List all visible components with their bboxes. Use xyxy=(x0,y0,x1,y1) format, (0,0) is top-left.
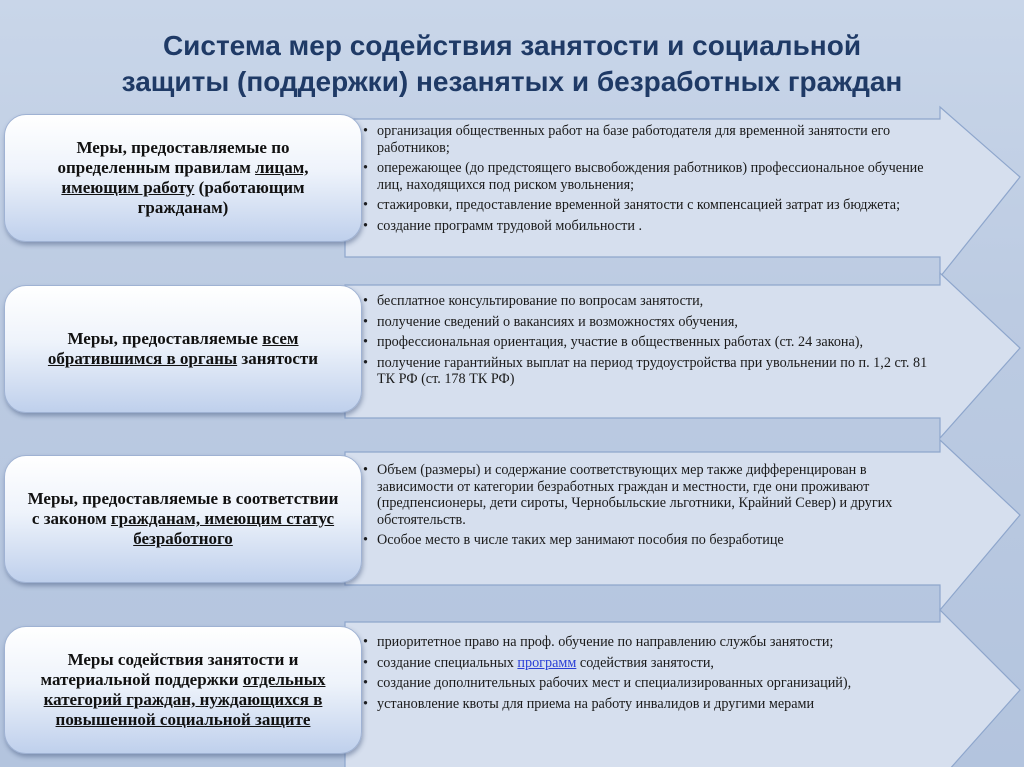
bullet-item: • установление квоты для приема на работу инвалидов и другими мерами xyxy=(363,696,945,713)
box-text-underlined: лицам, имеющим работу xyxy=(61,158,309,197)
box-text-part: Меры, предоставляемые по определенным правилам xyxy=(57,138,290,177)
bullet-list-3 xyxy=(363,462,945,553)
box-text-part: Меры, предоставляемые xyxy=(67,329,263,348)
bullet-item: • получение гарантийных выплат на период трудоустройства при увольнении по п. 1,2 ст. 81 ТК РФ (ст. 178 ТК РФ) xyxy=(363,355,945,388)
category-box-text xyxy=(27,329,339,369)
programs-link[interactable]: программ xyxy=(517,654,577,671)
arrow-panel-1 xyxy=(345,107,1020,277)
box-text-part: Меры, предоставляемые в соответствии с законом xyxy=(27,489,339,528)
bullet-item xyxy=(363,655,945,672)
bullet-list-2 xyxy=(363,293,945,392)
arrow-panel-4 xyxy=(345,610,1020,767)
bullet-item: • профессиональная ориентация, участие в общественных работах (ст. 24 закона), xyxy=(363,334,945,351)
bullet-list-4 xyxy=(363,634,945,716)
box-text-underlined: гражданам, имеющим статус безработного xyxy=(110,509,335,548)
box-text-part: Меры содействия занятости и материальной поддержки xyxy=(40,650,299,689)
bullet-item: • Объем (размеры) и содержание соответствующих мер также дифференцирован в зависимости от категории безработных граждан и местности, где они проживают (предпенсионеры, дети сироты, Чернобыльские льготники, Крайний Север) и других обстоятельств. xyxy=(363,462,945,528)
category-box-text xyxy=(27,138,339,218)
bullet-item: • создание программ трудовой мобильности . xyxy=(363,218,945,235)
slide-title xyxy=(0,28,1024,100)
category-box-1 xyxy=(4,114,362,242)
bullet-item: • Особое место в числе таких мер занимают пособия по безработице xyxy=(363,532,945,549)
box-text-underlined: всем обратившимся в органы xyxy=(47,329,299,368)
bullet-item: • опережающее (до предстоящего высвобождения работников) профессиональное обучение лиц, находящихся под риском увольнения; xyxy=(363,160,945,193)
category-box-text xyxy=(27,650,339,730)
bullet-item: • приоритетное право на проф. обучение по направлению службы занятости; xyxy=(363,634,945,651)
arrow-panel-3 xyxy=(345,440,1020,610)
box-text-underlined: отдельных категорий граждан, нуждающихся в повышенной социальной защите xyxy=(43,670,326,729)
bullet-item: • создание дополнительных рабочих мест и специализированных организаций), xyxy=(363,675,945,692)
category-box-3 xyxy=(4,455,362,583)
box-text-part: (работающим гражданам) xyxy=(137,178,305,217)
bullet-item: • стажировки, предоставление временной занятости с компенсацией затрат из бюджета; xyxy=(363,197,945,214)
bullet-text: содействия занятости, xyxy=(576,654,714,671)
bullet-item: • организация общественных работ на базе работодателя для временной занятости его работников; xyxy=(363,123,945,156)
category-box-text xyxy=(27,489,339,549)
bullet-list-1 xyxy=(363,123,945,238)
slide-title-line-1: Система мер содействия занятости и социальной xyxy=(162,30,862,61)
box-text-part: занятости xyxy=(237,349,319,368)
bullet-item: • бесплатное консультирование по вопросам занятости, xyxy=(363,293,945,310)
category-box-2 xyxy=(4,285,362,413)
slide-title-line-2: защиты (поддержки) незанятых и безработных граждан xyxy=(121,66,903,97)
arrow-panel-2 xyxy=(345,273,1020,438)
bullet-item: • получение сведений о вакансиях и возможностях обучения, xyxy=(363,314,945,331)
category-box-4 xyxy=(4,626,362,754)
bullet-text: создание специальных xyxy=(377,654,518,671)
